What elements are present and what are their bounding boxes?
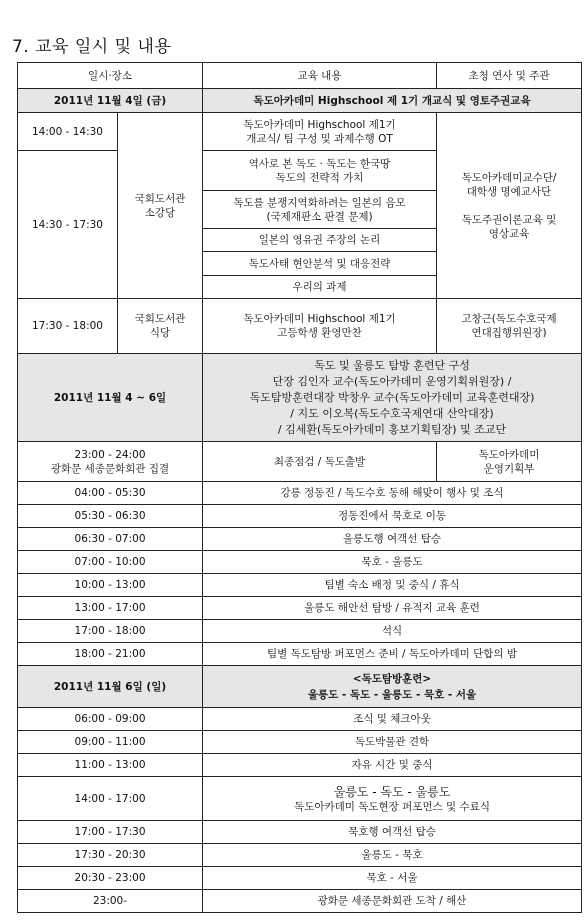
content-cell: 울릉도 - 묵호	[203, 844, 582, 867]
day2-banner-row	[18, 354, 582, 442]
time-cell: 07:00 - 10:00	[18, 551, 203, 574]
time-cell: 17:30 - 20:30	[18, 844, 203, 867]
table-row	[18, 299, 582, 354]
table-row	[18, 844, 582, 867]
content-cell: 묵호 - 울릉도	[203, 551, 582, 574]
table-header-row	[18, 63, 582, 89]
content-cell: 팀별 숙소 배정 및 중식 / 휴식	[203, 574, 582, 597]
day2-date: 2011년 11월 4 ~ 6일	[18, 354, 203, 442]
table-row	[18, 505, 582, 528]
table-row	[18, 113, 582, 151]
time-cell: 17:00 - 17:30	[18, 821, 203, 844]
time-cell: 09:00 - 11:00	[18, 731, 203, 754]
performance-line: 독도아카데미 독도현장 퍼포먼스 및 수료식	[294, 800, 490, 813]
time-cell: 23:00 - 24:00 광화문 세종문화회관 집결	[18, 442, 203, 482]
day1-banner-row	[18, 89, 582, 113]
content-cell: 독도아카데미 Highschool 제1기 고등학생 환영만찬	[203, 299, 437, 354]
header-speaker: 초청 연사 및 주관	[437, 63, 582, 89]
table-row	[18, 731, 582, 754]
table-row	[18, 597, 582, 620]
content-cell: 최종점검 / 독도출발	[203, 442, 437, 482]
content-cell: 석식	[203, 620, 582, 643]
content-cell: 묵호행 여객선 탑승	[203, 821, 582, 844]
content-cell: 울릉도행 여객선 탑승	[203, 528, 582, 551]
content-cell: 독도아카데미 Highschool 제1기 개교식/ 팀 구성 및 과제수행 OT	[203, 113, 437, 151]
table-row	[18, 867, 582, 890]
content-cell: 독도를 분쟁지역화하려는 일본의 음모 (국제재판소 판결 문제)	[203, 191, 437, 229]
day1-date: 2011년 11월 4일 (금)	[18, 89, 203, 113]
time-cell: 13:00 - 17:00	[18, 597, 203, 620]
time-cell: 04:00 - 05:30	[18, 482, 203, 505]
table-row	[18, 551, 582, 574]
table-row	[18, 777, 582, 821]
table-row	[18, 821, 582, 844]
speaker-cell: 독도아카데미교수단/ 대학생 명예교사단 독도주권이론교육 및 영상교육	[437, 113, 582, 299]
table-row	[18, 442, 582, 482]
content-cell: 독도박물관 견학	[203, 731, 582, 754]
day3-date: 2011년 11월 6일 (일)	[18, 666, 203, 708]
speaker-cell: 독도아카데미 운영기획부	[437, 442, 582, 482]
time-cell: 17:00 - 18:00	[18, 620, 203, 643]
table-row	[18, 482, 582, 505]
day1-title: 독도아카데미 Highschool 제 1기 개교식 및 영토주권교육	[203, 89, 582, 113]
content-cell: 역사로 본 독도 · 독도는 한국땅 독도의 전략적 가치	[203, 151, 437, 191]
time-cell: 14:00 - 17:00	[18, 777, 203, 821]
table-row	[18, 528, 582, 551]
content-cell: 일본의 영유권 주장의 논리	[203, 229, 437, 252]
schedule-table	[17, 62, 582, 913]
content-cell: 정동진에서 묵호로 이동	[203, 505, 582, 528]
content-cell: 광화문 세종문화회관 도착 / 해산	[203, 890, 582, 913]
time-cell: 23:00-	[18, 890, 203, 913]
time-cell: 18:00 - 21:00	[18, 643, 203, 666]
route-line: 울릉도 - 독도 - 울릉도	[333, 784, 451, 799]
time-cell: 14:30 - 17:30	[18, 151, 118, 299]
header-datetime-place: 일시·장소	[18, 63, 203, 89]
place-cell: 국회도서관 소강당	[118, 113, 203, 299]
day3-title: <독도탐방훈련> 울릉도 - 독도 - 울릉도 - 묵호 - 서울	[203, 666, 582, 708]
table-row	[18, 754, 582, 777]
time-cell: 05:30 - 06:30	[18, 505, 203, 528]
content-cell	[203, 777, 582, 821]
time-cell: 20:30 - 23:00	[18, 867, 203, 890]
speaker-cell: 고창근(독도수호국제 연대집행위원장)	[437, 299, 582, 354]
table-row	[18, 708, 582, 731]
table-row	[18, 574, 582, 597]
table-row	[18, 890, 582, 913]
time-cell: 17:30 - 18:00	[18, 299, 118, 354]
time-cell: 06:30 - 07:00	[18, 528, 203, 551]
header-content: 교육 내용	[203, 63, 437, 89]
content-cell: 자유 시간 및 중식	[203, 754, 582, 777]
content-cell: 조식 및 체크아웃	[203, 708, 582, 731]
content-cell: 울릉도 해안선 탐방 / 유적지 교육 훈련	[203, 597, 582, 620]
time-cell: 11:00 - 13:00	[18, 754, 203, 777]
content-cell: 강릉 정동진 / 독도수호 동해 해맞이 행사 및 조식	[203, 482, 582, 505]
content-cell: 팀별 독도탐방 퍼포먼스 준비 / 독도아카데미 단합의 밤	[203, 643, 582, 666]
content-cell: 독도사태 현안분석 및 대응전략	[203, 252, 437, 276]
time-cell: 10:00 - 13:00	[18, 574, 203, 597]
table-row	[18, 620, 582, 643]
content-cell: 묵호 - 서울	[203, 867, 582, 890]
content-cell: 우리의 과제	[203, 276, 437, 299]
place-cell: 국회도서관 식당	[118, 299, 203, 354]
day2-team-info: 독도 및 울릉도 탐방 훈련단 구성 단장 김인자 교수(독도아카데미 운영기획위원장) / 독도탐방훈련대장 박창우 교수(독도아카데미 교육훈련대장) / 지도 이오복(독도수호국제연대 산악대장) / 김세환(독도아카데미 홍보기획팀장) 및 조교단	[203, 354, 582, 442]
section-heading: 7. 교육 일시 및 내용	[12, 37, 172, 57]
table-row	[18, 643, 582, 666]
time-cell: 14:00 - 14:30	[18, 113, 118, 151]
time-cell: 06:00 - 09:00	[18, 708, 203, 731]
day3-banner-row	[18, 666, 582, 708]
